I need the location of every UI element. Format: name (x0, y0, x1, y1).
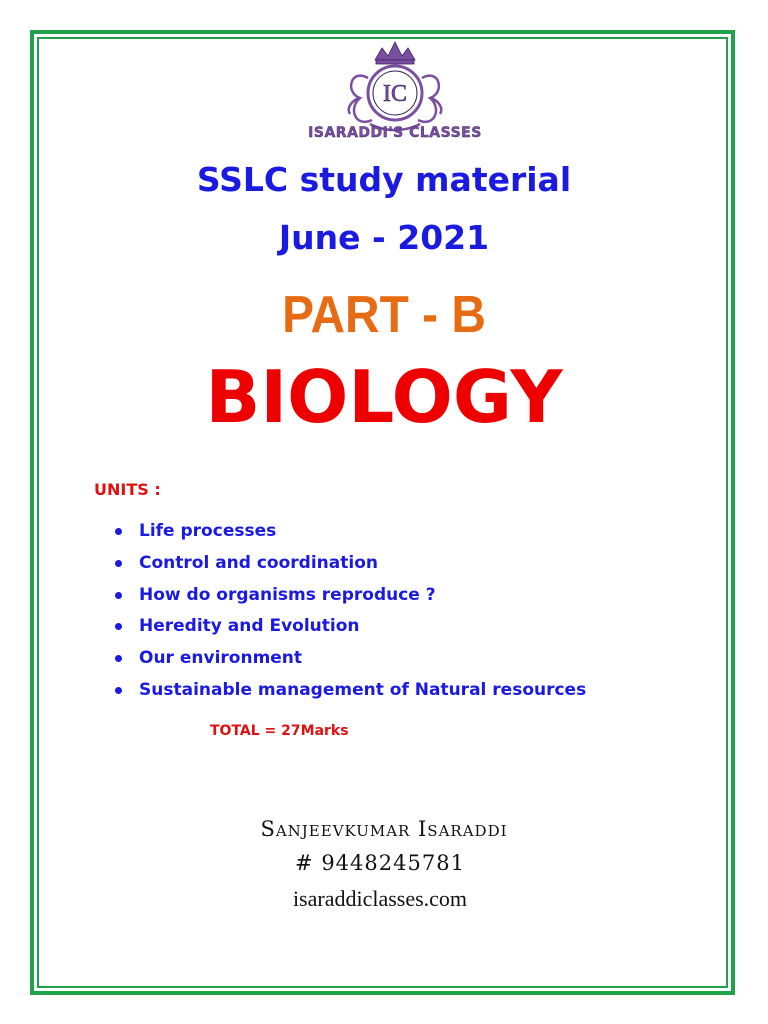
logo-monogram: IC (383, 81, 407, 107)
unit-item-label: Life processes (139, 521, 277, 541)
part-heading: PART - B (282, 286, 486, 344)
unit-item-label: Our environment (139, 648, 303, 669)
unit-item (112, 550, 586, 582)
unit-item (112, 518, 586, 550)
unit-item (112, 582, 586, 614)
subject-title: BIOLOGY (205, 355, 563, 439)
units-list (112, 518, 586, 709)
unit-item (112, 645, 586, 677)
unit-item-label: Heredity and Evolution (139, 616, 360, 637)
document-subtitle: SSLC study material (196, 160, 572, 199)
bullet-icon (115, 560, 122, 567)
unit-item (112, 613, 586, 645)
unit-item (112, 677, 586, 709)
units-label: UNITS : (94, 480, 161, 499)
unit-item-label: Control and coordination (139, 552, 378, 573)
unit-item-label: How do organisms reproduce ? (139, 584, 436, 605)
unit-item-label: Sustainable management of Natural resources (139, 679, 587, 700)
bullet-icon (115, 528, 122, 535)
bullet-icon (115, 592, 122, 599)
bullet-icon (115, 655, 122, 662)
bullet-icon (115, 687, 122, 694)
total-marks: TOTAL = 27Marks (210, 723, 349, 739)
phone-number: # 9448245781 (295, 851, 465, 875)
author-name: Sanjeevkumar Isaraddi (260, 817, 508, 841)
brand-name: ISARADDI'S CLASSES (308, 125, 482, 141)
bullet-icon (115, 623, 122, 630)
document-date: June - 2021 (278, 218, 490, 257)
website-url: isaraddiclasses.com (292, 886, 468, 911)
